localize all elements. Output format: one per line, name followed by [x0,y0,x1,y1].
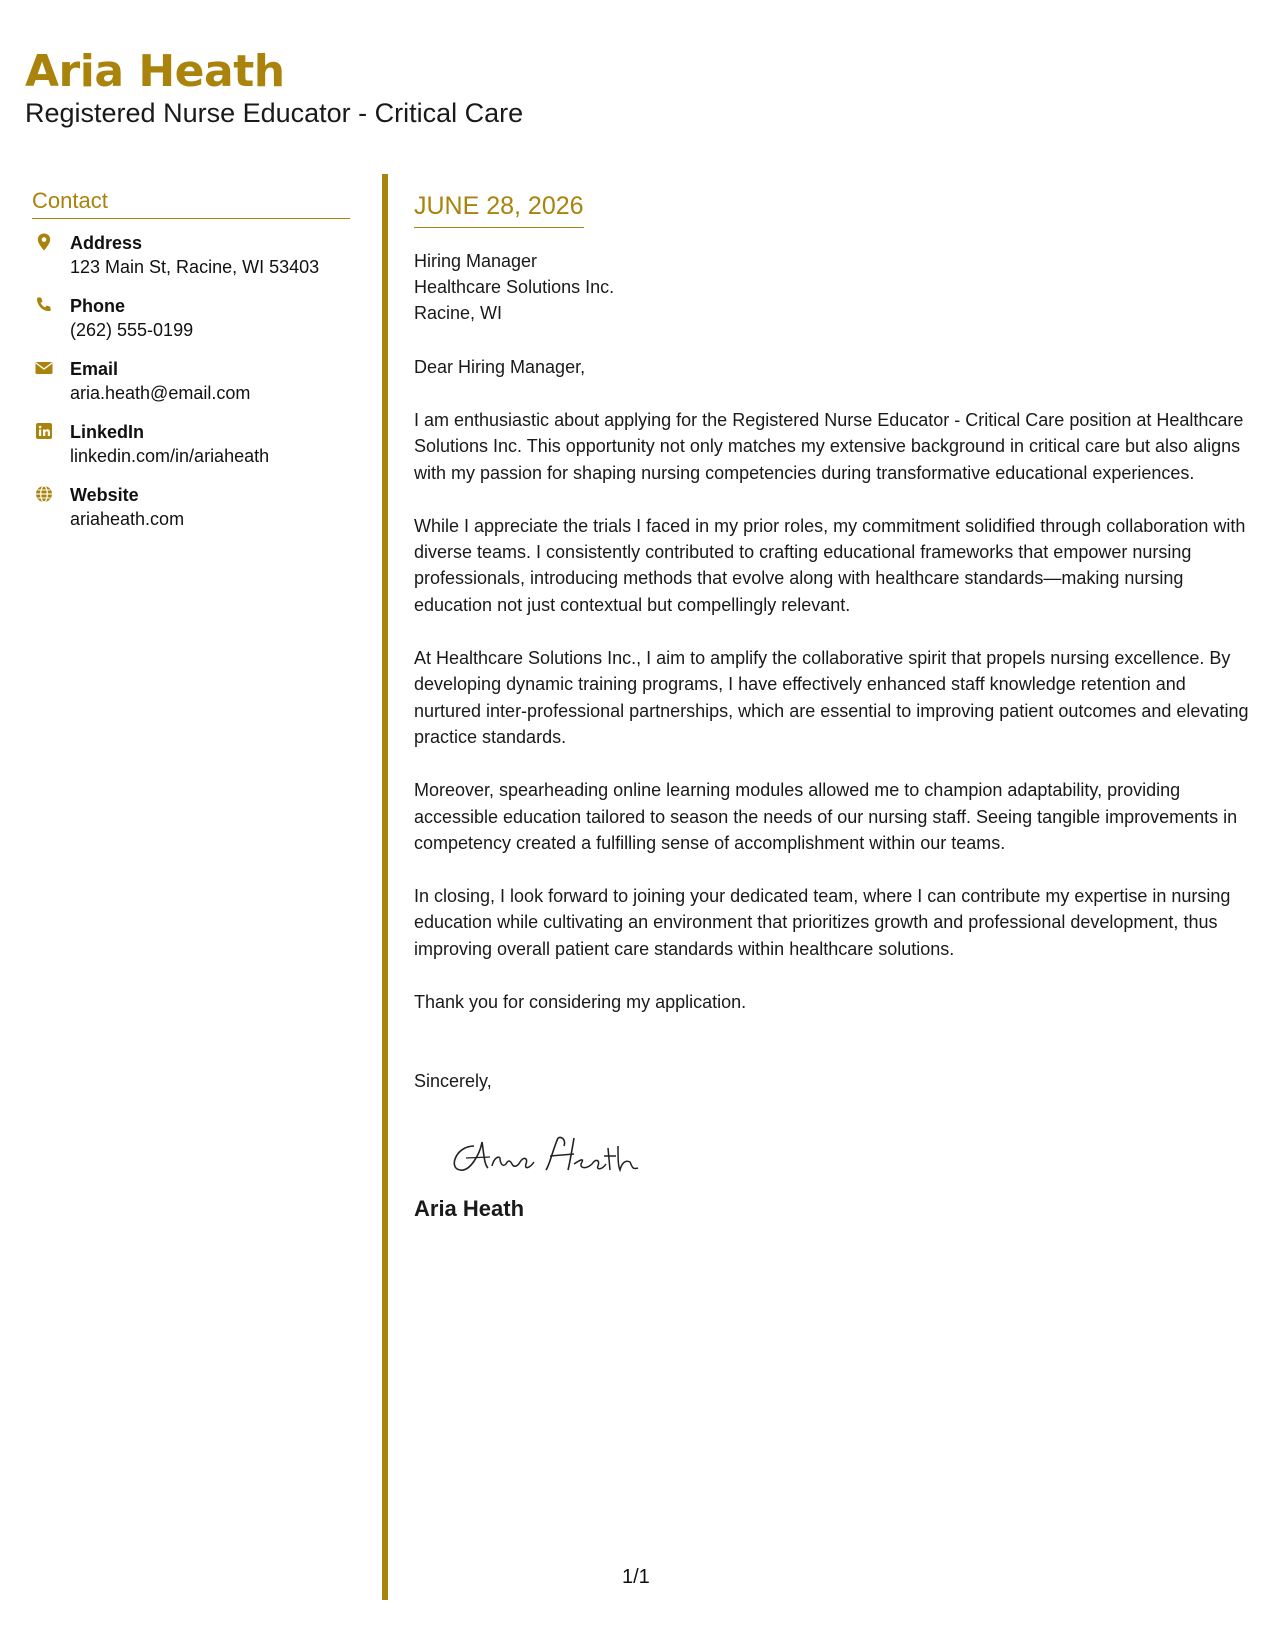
contact-item-website [32,483,350,531]
salutation: Dear Hiring Manager, [414,357,586,377]
thank-you-line: Thank you for considering my application. [414,992,747,1013]
body-paragraph: At Healthcare Solutions Inc., I aim to amplify the collaborative spirit that propels nursing excellence. By developing dynamic training programs, I have effectively enhanced staff knowledge retention and nurtured inter-professional partnerships, which are essential to improving patient outcomes and elevating practice standards. [414,648,1249,747]
phone-value: (262) 555-0199 [70,320,194,340]
recipient-line: Racine, WI [414,303,503,323]
contact-label: LinkedIn [70,422,145,442]
contact-list [32,231,350,531]
body-paragraph: While I appreciate the trials I faced in my prior roles, my commitment solidified through collaboration with diverse teams. I consistently contributed to crafting educational frameworks that empower nursing professionals, introducing methods that evolve along with healthcare standards—making nursing education not just contextual but compellingly relevant. [414,515,1246,615]
page-number: 1/1 [622,1566,650,1588]
signature-image [446,1124,666,1184]
applicant-name: Aria Heath [25,46,285,97]
letter-date: JUNE 28, 2026 [414,192,584,228]
globe-icon [34,484,54,504]
contact-sidebar [32,188,350,546]
contact-heading: Contact [32,188,350,219]
contact-item-phone [32,294,350,342]
linkedin-value[interactable]: linkedin.com/in/ariaheath [70,446,270,466]
website-value[interactable]: ariaheath.com [70,509,185,529]
closing: Sincerely, [414,1071,492,1092]
email-value[interactable]: aria.heath@email.com [70,383,251,403]
envelope-icon [34,358,54,378]
vertical-divider [382,174,388,1600]
contact-item-address [32,231,350,279]
recipient-line: Hiring Manager [414,251,538,271]
contact-label: Website [70,485,139,505]
letter-body [414,192,1252,1222]
body-paragraph: I am enthusiastic about applying for the Registered Nurse Educator - Critical Care position at Healthcare Solutions Inc. This opportunity not only matches my extensive background in critical care but also aligns with my passion for shaping nursing competencies during transformative educational experiences. [414,410,1244,483]
contact-label: Email [70,359,119,379]
signer-name: Aria Heath [414,1196,525,1222]
handwritten-signature [446,1124,1252,1184]
recipient-block [414,248,1252,326]
body-paragraph: In closing, I look forward to joining your dedicated team, where I can contribute my expertise in nursing education while cultivating an environment that prioritizes growth and professional development, thus improving overall patient care standards within healthcare solutions. [414,886,1231,959]
phone-icon [34,295,54,315]
body-paragraph: Moreover, spearheading online learning modules allowed me to champion adaptability, providing accessible education tailored to season the needs of our nursing staff. Seeing tangible improvements in competency created a fulfilling sense of accomplishment within our teams. [414,780,1238,853]
contact-item-email [32,357,350,405]
address-value: 123 Main St, Racine, WI 53403 [70,257,320,277]
recipient-line: Healthcare Solutions Inc. [414,277,615,297]
contact-label: Address [70,233,143,253]
applicant-title: Registered Nurse Educator - Critical Care [25,98,524,128]
linkedin-icon [34,421,54,441]
contact-item-linkedin [32,420,350,468]
contact-label: Phone [70,296,126,316]
map-pin-icon [34,232,54,252]
